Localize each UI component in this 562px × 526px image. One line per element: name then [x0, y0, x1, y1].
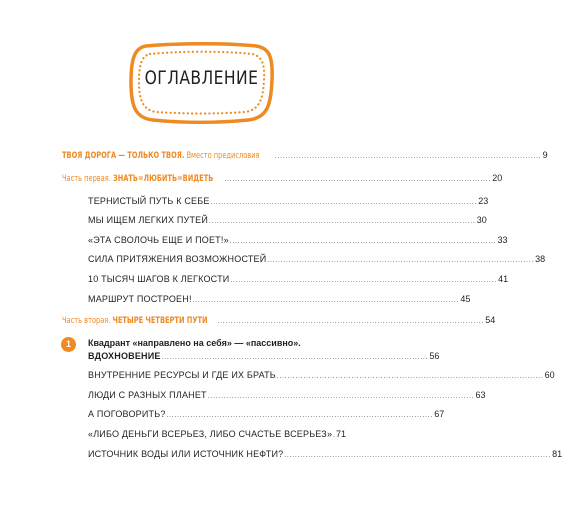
toc-page-number: 23	[478, 196, 489, 206]
toc-page-number: 41	[498, 274, 509, 284]
toc-entry[interactable]: МАРШРУТ ПОСТРОЕН! .................................................................................................... 45	[88, 294, 471, 304]
toc-page-number: 60	[544, 370, 555, 380]
toc-entry-label: Часть вторая. ЧЕТЫРЕ ЧЕТВЕРТИ ПУТИ	[62, 316, 208, 326]
toc-page-number: 38	[535, 254, 546, 264]
toc-page-number: 67	[434, 409, 445, 419]
toc-entry-label: Часть первая. ЗНАТЬ=ЛЮБИТЬ=ВИДЕТЬ	[62, 174, 214, 184]
toc-page-number: 9	[542, 150, 548, 160]
toc-page-number: 20	[492, 173, 503, 183]
toc-page-number: 71	[335, 429, 346, 439]
toc-entry-label: «ЭТА СВОЛОЧЬ ЕЩЕ И ПОЕТ!»	[88, 235, 229, 245]
toc-entry[interactable]: ВНУТРЕННИЕ РЕСУРСЫ И ГДЕ ИХ БРАТЬ .................................................................................................... 60	[88, 370, 555, 380]
toc-entry-label: МАРШРУТ ПОСТРОЕН!	[88, 294, 192, 304]
toc-entry[interactable]: МЫ ИЩЕМ ЛЕГКИХ ПУТЕЙ .................................................................................................... 30	[88, 215, 487, 225]
toc-entry-label: МЫ ИЩЕМ ЛЕГКИХ ПУТЕЙ	[88, 215, 209, 225]
toc-page-number: 54	[485, 315, 496, 325]
toc-entry-label: 10 ТЫСЯЧ ШАГОВ К ЛЕГКОСТИ	[88, 274, 230, 284]
toc-page-number: 45	[460, 294, 471, 304]
toc-entry[interactable]: «ЭТА СВОЛОЧЬ ЕЩЕ И ПОЕТ!» .................................................................................................... 33	[88, 235, 508, 245]
quadrant-heading: Квадрант «направлено на себя» — «пассивно».	[88, 338, 301, 348]
toc-page-number: 56	[429, 351, 440, 361]
toc-entry[interactable]: ВДОХНОВЕНИЕ .................................................................................................... 56	[88, 351, 440, 361]
page-title: ОГЛАВЛЕНИЕ	[144, 67, 259, 89]
quadrant-number-badge: 1	[61, 337, 76, 352]
toc-page-number: 33	[497, 235, 508, 245]
toc-entry[interactable]: ТЕРНИСТЫЙ ПУТЬ К СЕБЕ .................................................................................................... 23	[88, 196, 489, 206]
toc-entry-label: ВДОХНОВЕНИЕ	[88, 351, 161, 361]
toc-entry[interactable]: 10 ТЫСЯЧ ШАГОВ К ЛЕГКОСТИ .................................................................................................... 41	[88, 274, 509, 284]
toc-entry[interactable]: А ПОГОВОРИТЬ? .................................................................................................... 67	[88, 409, 445, 419]
toc-entry-label: ВНУТРЕННИЕ РЕСУРСЫ И ГДЕ ИХ БРАТЬ	[88, 370, 276, 380]
toc-entry-label: ЛЮДИ С РАЗНЫХ ПЛАНЕТ	[88, 390, 207, 400]
toc-entry-label: СИЛА ПРИТЯЖЕНИЯ ВОЗМОЖНОСТЕЙ	[88, 254, 267, 264]
toc-entry-label: А ПОГОВОРИТЬ?	[88, 409, 166, 419]
toc-entry-label: ТЕРНИСТЫЙ ПУТЬ К СЕБЕ	[88, 196, 210, 206]
toc-entry-label: «ЛИБО ДЕНЬГИ ВСЕРЬЕЗ, ЛИБО СЧАСТЬЕ ВСЕРЬЕЗ»	[88, 429, 333, 439]
toc-entry-preface[interactable]: ТВОЯ ДОРОГА — ТОЛЬКО ТВОЯ. Вместо предисловия .................................................................................................... 9	[62, 150, 548, 161]
toc-entry[interactable]: ИСТОЧНИК ВОДЫ ИЛИ ИСТОЧНИК НЕФТИ? .................................................................................................... 81	[88, 449, 562, 459]
toc-entry-label: ИСТОЧНИК ВОДЫ ИЛИ ИСТОЧНИК НЕФТИ?	[88, 449, 284, 459]
toc-page-number: 81	[552, 449, 562, 459]
toc-entry-part-two[interactable]: Часть вторая. ЧЕТЫРЕ ЧЕТВЕРТИ ПУТИ .................................................................................................... 54	[62, 315, 496, 326]
toc-entry[interactable]	[88, 428, 346, 442]
toc-entry[interactable]: ЛЮДИ С РАЗНЫХ ПЛАНЕТ .................................................................................................... 63	[88, 390, 486, 400]
toc-entry-part-one[interactable]: Часть первая. ЗНАТЬ=ЛЮБИТЬ=ВИДЕТЬ .................................................................................................... 20	[62, 173, 503, 184]
toc-entry[interactable]: СИЛА ПРИТЯЖЕНИЯ ВОЗМОЖНОСТЕЙ .................................................................................................... 38	[88, 254, 546, 264]
toc-entry-label: ТВОЯ ДОРОГА — ТОЛЬКО ТВОЯ. Вместо предисловия	[62, 151, 260, 161]
toc-page-number: 63	[475, 390, 486, 400]
toc-page-number: 30	[476, 215, 487, 225]
